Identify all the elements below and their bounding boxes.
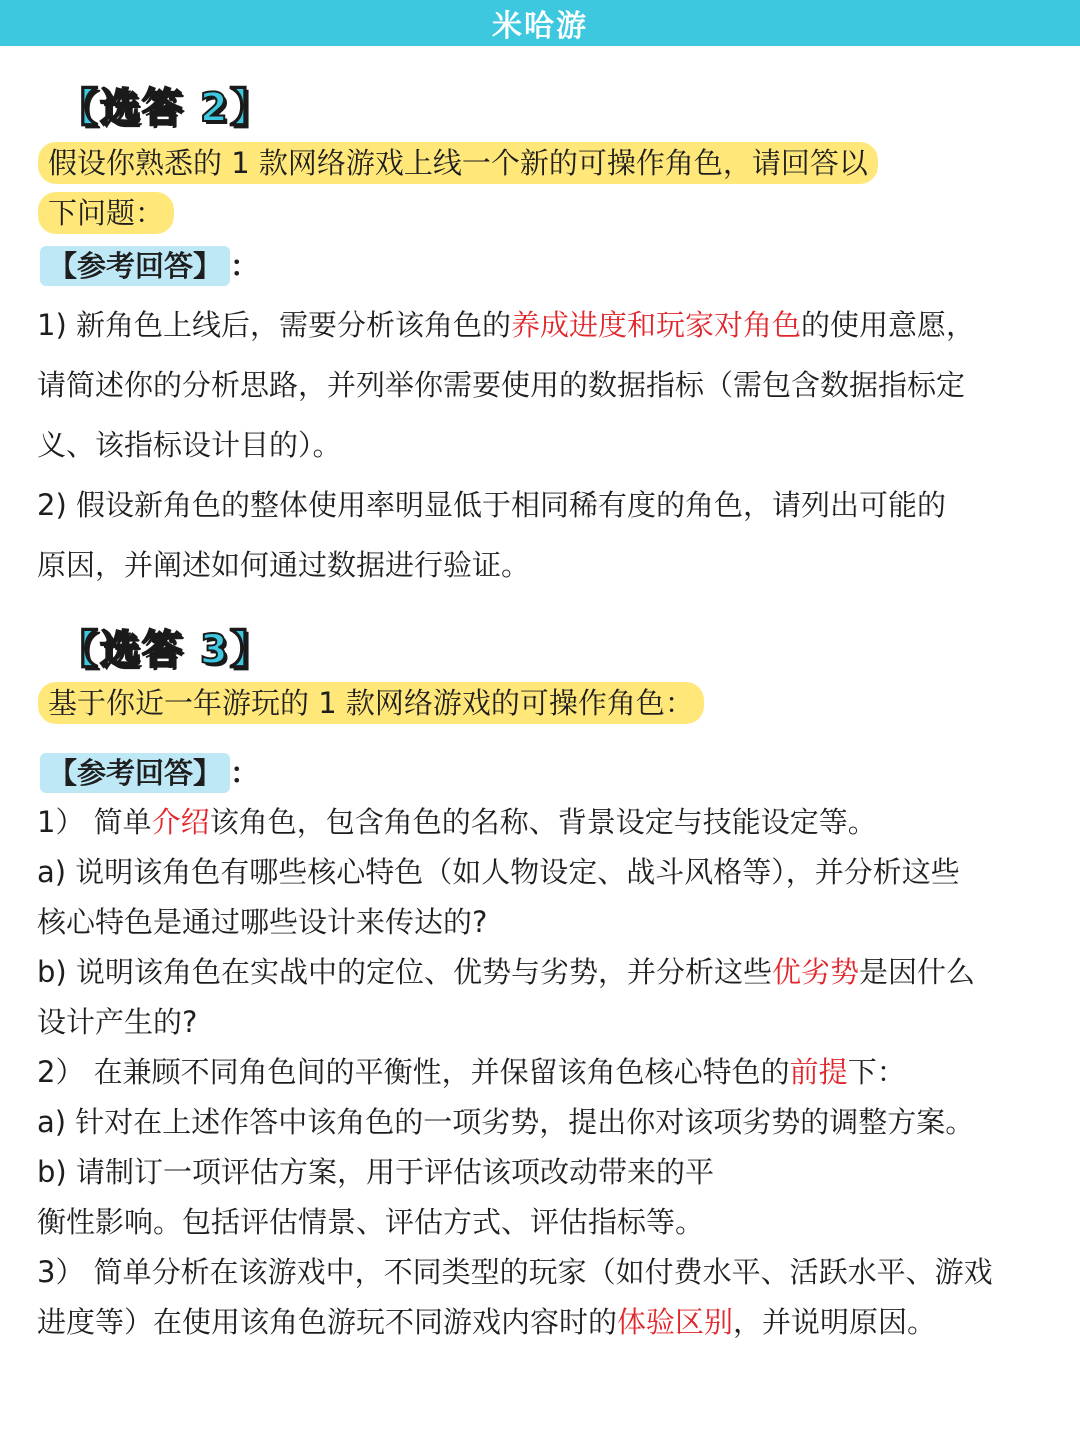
q2-item2-line2: 原因，并阐述如何通过数据进行验证。	[37, 548, 531, 582]
q3-line3: 核心特色是通过哪些设计来传达的?	[37, 905, 488, 939]
q2-question-line1: 假设你熟悉的 1 款网络游戏上线一个新的可操作角色，请回答以	[38, 142, 878, 184]
q3-line6: 2） 在兼顾不同角色间的平衡性，并保留该角色核心特色的前提下：	[37, 1055, 906, 1089]
header-bar	[0, 0, 1080, 46]
section-tag-3: 【选答 3】	[58, 627, 272, 673]
q3-line10: 3） 简单分析在该游戏中，不同类型的玩家（如付费水平、活跃水平、游戏	[37, 1255, 993, 1289]
section-tag-2: 【选答 2】	[58, 85, 272, 131]
q2-item1-line1: 1) 新角色上线后，需要分析该角色的养成进度和玩家对角色的使用意愿，	[37, 308, 976, 342]
q2-item1-line3: 义、该指标设计目的）。	[37, 428, 342, 462]
q2-item1-line2: 请简述你的分析思路，并列举你需要使用的数据指标（需包含数据指标定	[37, 368, 966, 402]
q3-question: 基于你近一年游玩的 1 款网络游戏的可操作角色：	[38, 682, 704, 724]
q3-line5: 设计产生的?	[37, 1005, 198, 1039]
q2-question-line2: 下问题：	[38, 192, 174, 234]
q2-item2-line1: 2) 假设新角色的整体使用率明显低于相同稀有度的角色，请列出可能的	[37, 488, 946, 522]
q3-line2: a) 说明该角色有哪些核心特色（如人物设定、战斗风格等），并分析这些	[37, 855, 960, 889]
q3-line7: a) 针对在上述作答中该角色的一项劣势，提出你对该项劣势的调整方案。	[37, 1105, 975, 1139]
q3-line11: 进度等）在使用该角色游玩不同游戏内容时的体验区别，并说明原因。	[37, 1305, 937, 1339]
header-title: 米哈游	[492, 9, 588, 44]
q2-ref-label: 【参考回答】 ：	[40, 244, 259, 286]
q3-line8: b) 请制订一项评估方案，用于评估该项改动带来的平	[37, 1155, 714, 1189]
q3-line4: b) 说明该角色在实战中的定位、优势与劣势，并分析这些优劣势是因什么	[37, 955, 975, 989]
q3-line9: 衡性影响。包括评估情景、评估方式、评估指标等。	[37, 1205, 705, 1239]
q3-line1: 1） 简单介绍该角色，包含角色的名称、背景设定与技能设定等。	[37, 805, 877, 839]
q3-ref-label: 【参考回答】 ：	[40, 751, 259, 793]
